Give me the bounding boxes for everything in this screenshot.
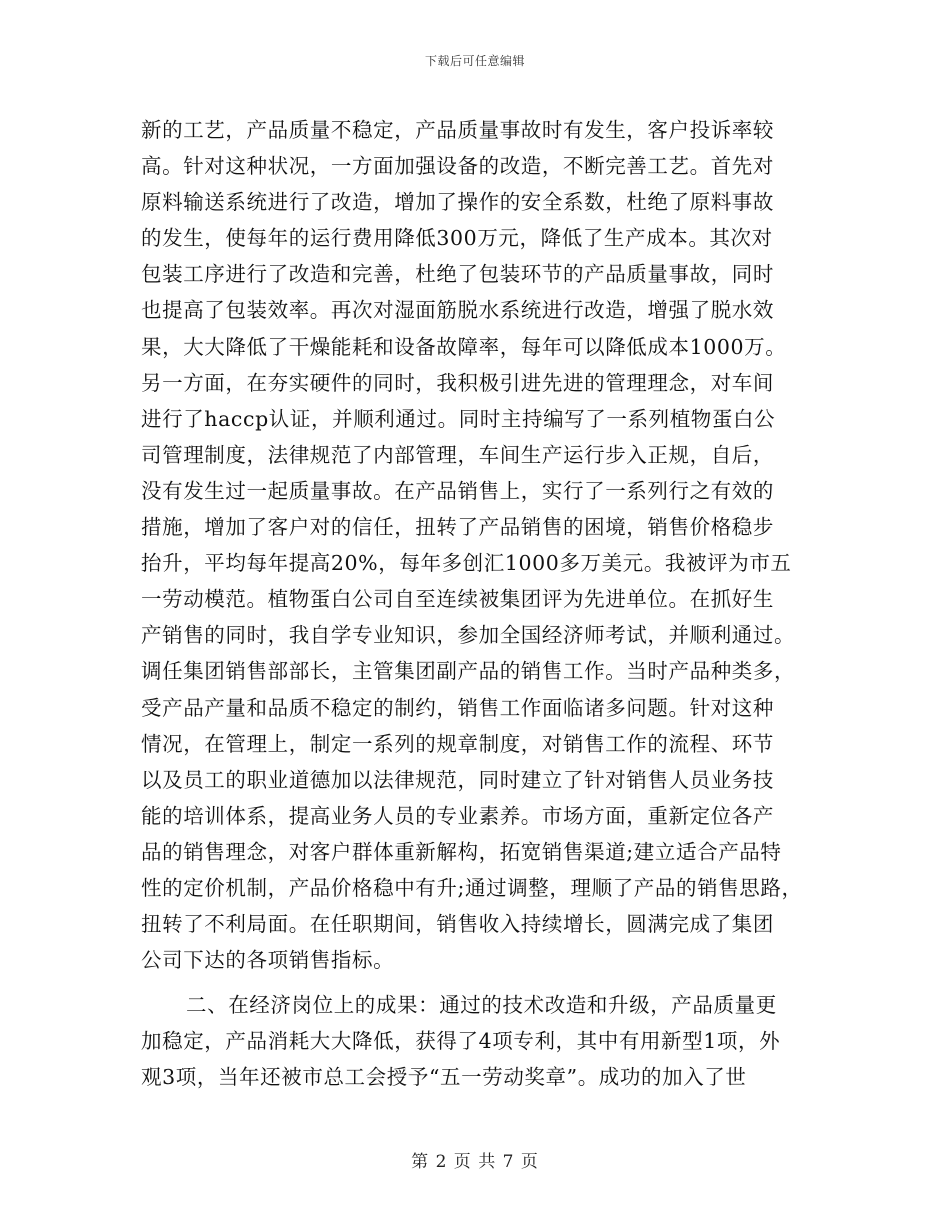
text-line: 没有发生过一起质量事故。在产品销售上，实行了一系列行之有效的 bbox=[141, 478, 774, 503]
page-number-footer: 第 2 页 共 7 页 bbox=[411, 1152, 539, 1172]
text-line: 情况，在管理上，制定一系列的规章制度，对销售工作的流程、环节 bbox=[141, 731, 774, 756]
text-line: 二、在经济岗位上的成果：通过的技术改造和升级，产品质量更 bbox=[186, 993, 777, 1018]
text-line: 进行了haccp认证，并顺利通过。同时主持编写了一系列植物蛋白公 bbox=[141, 406, 776, 431]
text-line: 受产品产量和品质不稳定的制约，销售工作面临诸多问题。针对这种 bbox=[141, 695, 774, 720]
text-line: 观3项，当年还被市总工会授予“五一劳动奖章”。成功的加入了世 bbox=[141, 1065, 747, 1090]
text-line: 品的销售理念，对客户群体重新解构，拓宽销售渠道;建立适合产品特 bbox=[141, 839, 782, 864]
text-line: 加稳定，产品消耗大大降低，获得了4项专利，其中有用新型1项，外 bbox=[141, 1029, 781, 1054]
text-line: 的发生，使每年的运行费用降低300万元，降低了生产成本。其次对 bbox=[141, 226, 773, 251]
text-line: 调任集团销售部部长，主管集团副产品的销售工作。当时产品种类多， bbox=[141, 659, 796, 684]
text-line: 性的定价机制，产品价格稳中有升;通过调整，理顺了产品的销售思路， bbox=[141, 875, 803, 900]
text-line: 新的工艺，产品质量不稳定，产品质量事故时有发生，客户投诉率较 bbox=[141, 118, 774, 142]
text-line: 措施，增加了客户对的信任，扭转了产品销售的困境，销售价格稳步 bbox=[141, 515, 774, 540]
page-header: 下载后可任意编辑 bbox=[424, 54, 525, 68]
paragraph-2 bbox=[141, 987, 811, 1095]
text-line: 也提高了包装效率。再次对湿面筋脱水系统进行改造，增强了脱水效 bbox=[141, 298, 774, 323]
text-line: 以及员工的职业道德加以法律规范，同时建立了针对销售人员业务技 bbox=[141, 767, 774, 792]
text-line: 另一方面，在夯实硬件的同时，我积极引进先进的管理理念，对车间 bbox=[141, 370, 774, 395]
text-line: 高。针对这种状况，一方面加强设备的改造，不断完善工艺。首先对 bbox=[141, 154, 774, 179]
text-line: 包装工序进行了改造和完善，杜绝了包装环节的产品质量事故，同时 bbox=[141, 262, 774, 287]
paragraph-1 bbox=[141, 112, 811, 978]
text-line: 原料输送系统进行了改造，增加了操作的安全系数，杜绝了原料事故 bbox=[141, 190, 774, 215]
text-line: 产销售的同时，我自学专业知识，参加全国经济师考试，并顺利通过。 bbox=[141, 623, 796, 648]
text-line: 一劳动模范。植物蛋白公司自至连续被集团评为先进单位。在抓好生 bbox=[141, 587, 774, 612]
body-text bbox=[141, 112, 811, 1096]
text-line: 司管理制度，法律规范了内部管理，车间生产运行步入正规，自后， bbox=[141, 442, 774, 467]
text-line: 果，大大降低了干燥能耗和设备故障率，每年可以降低成本1000万。 bbox=[141, 334, 787, 359]
text-line: 抬升，平均每年提高20%，每年多创汇1000多万美元。我被评为市五 bbox=[141, 551, 792, 576]
text-line: 扭转了不利局面。在任职期间，销售收入持续增长，圆满完成了集团 bbox=[141, 912, 774, 937]
text-line: 能的培训体系，提高业务人员的专业素养。市场方面，重新定位各产 bbox=[141, 803, 774, 828]
text-line: 公司下达的各项销售指标。 bbox=[141, 948, 395, 973]
